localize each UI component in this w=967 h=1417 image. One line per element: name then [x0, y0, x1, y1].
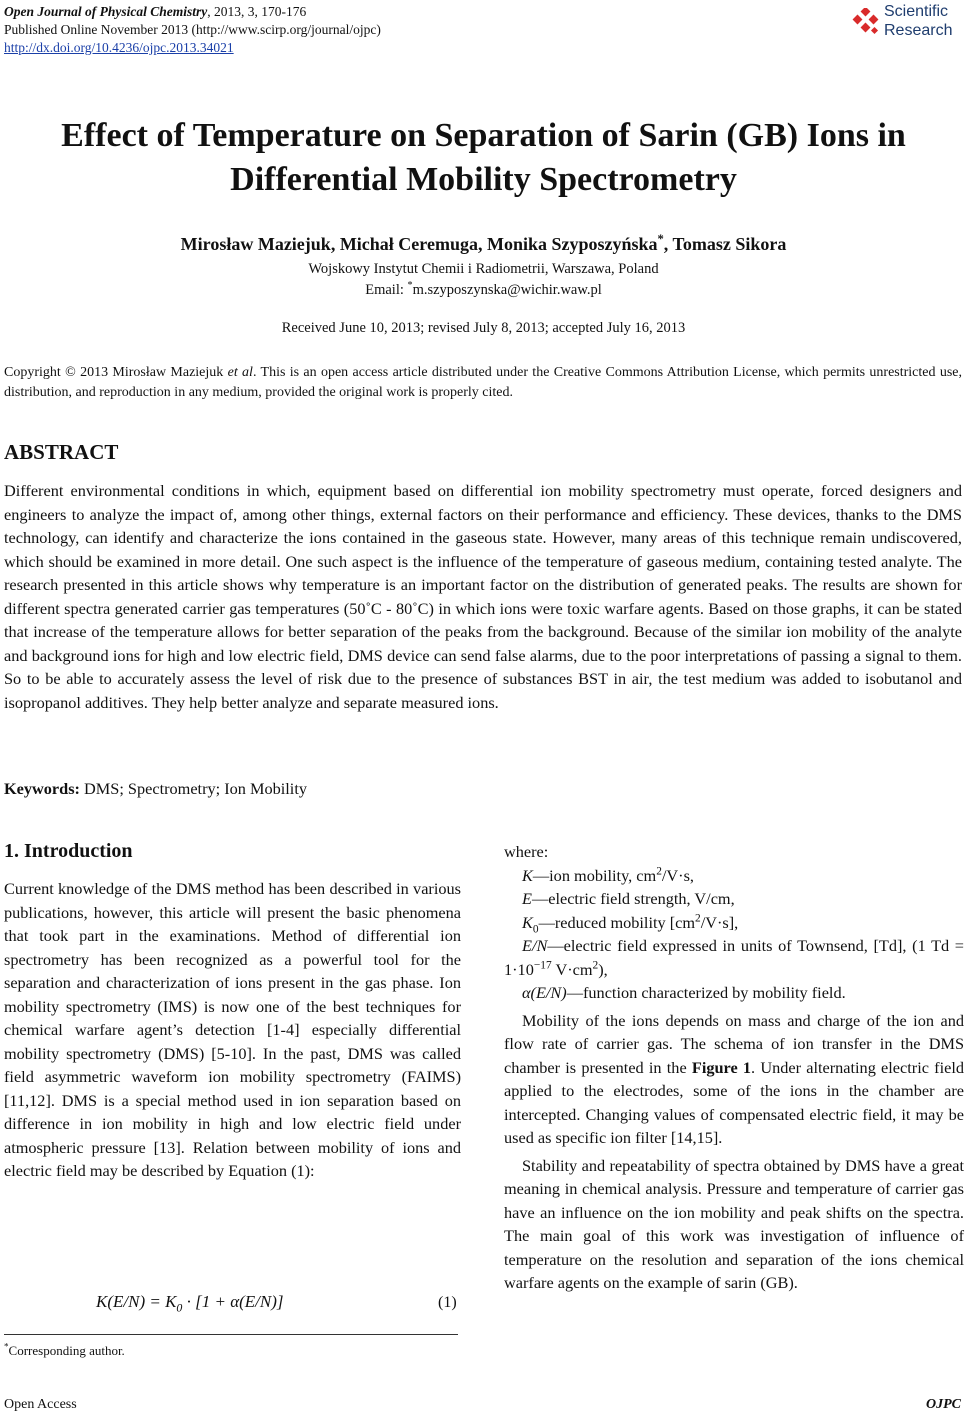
email-address[interactable]: m.szyposzynska@wichir.waw.pl	[412, 282, 602, 298]
keywords: Keywords: DMS; Spectrometry; Ion Mobility	[4, 779, 307, 798]
footer-open-access: Open Access	[4, 1397, 77, 1412]
def-e: E—electric field strength, V/cm,	[522, 889, 735, 908]
paper-title	[0, 114, 967, 202]
footnote: *Corresponding author.	[4, 1341, 125, 1358]
title-line-1: Effect of Temperature on Separation of Sarin (GB) Ions in	[61, 117, 906, 154]
equation-number: (1)	[438, 1294, 457, 1311]
affiliation: Wojskowy Instytut Chemii i Radiometrii, Warszawa, Poland	[308, 261, 659, 277]
authors: Mirosław Maziejuk, Michał Ceremuga, Monika Szyposzyńska*, Tomasz Sikora	[180, 232, 787, 254]
def-en: E/N—electric field expressed in units of Townsend, [Td], (1 $Td = 1\cdot 10^{-17}$ $V\cdot cm^2$),	[504, 936, 964, 979]
def-k0: $K_0—reduced$ mobility $[cm^2/V\cdot s]$,	[522, 912, 739, 935]
logo-line-1: Scientific	[884, 3, 949, 20]
publisher-logo	[846, 2, 964, 42]
scientific-research-logo-icon	[850, 8, 882, 40]
right-column	[504, 840, 964, 1295]
abstract-heading: ABSTRACT	[4, 440, 119, 464]
published-line: Published Online November 2013 (http://www.scirp.org/journal/ojpc)	[4, 22, 381, 37]
footnote-divider	[4, 1334, 458, 1335]
where-label: where:	[504, 842, 549, 861]
intro-paragraph: Current knowledge of the DMS method has been described in various publications, however, this article will present the basic phenomena that took part in the examinations. Method of differential ion spectrometry has been recognized as a powerful tool for the separation and characterization of ions present in the gas phase. Ion mobility spectrometry (IMS) is now one of the best techniques for chemical warfare agent’s detection [1-4] especially differential mobility spectrometry (DMS) [5-10]. In the past, DMS was called field asymmetric waveform ion mobility spectrometry (FAIMS) [11,12]. DMS is a special method used in ion separation based on difference in ion mobility in high and low electric field under atmospheric pressure [13]. Relation between mobility of ions and electric field may be described by Equation (1):	[4, 879, 461, 1180]
stability-paragraph: Stability and repeatability of spectra obtained by DMS have a great meaning in chemical analysis. Pressure and temperature of carrier gas have an influence on the ion mobility and peak shifts on the spectra. The main goal of this work was investigation of influence of temperature on the resolution and separation of the ions chemical warfare agents on the example of sarin (GB).	[504, 1155, 964, 1292]
mobility-paragraph: Mobility of the ions depends on mass and charge of the ion and flow rate of carrier gas. The schema of ion transfer in the DMS chamber is presented in the Figure 1. Under alternating electric field applied to the electrodes, some of the ions in the chamber are intercepted. Changing values of compensated electric field, it may be used as specific ion filter [14,15].	[504, 1010, 964, 1147]
equation-1: $K(E/N) = K_0 \cdot [1 + \alpha(E/N)]$	[96, 1292, 284, 1315]
corresponding-mark: *	[657, 232, 664, 246]
journal-name: Open Journal of Physical Chemistry	[4, 4, 208, 19]
journal-header	[4, 3, 381, 57]
def-k: K—ion mobility, $cm^2/V\cdot s$,	[522, 865, 694, 885]
doi-link[interactable]: http://dx.doi.org/10.4236/ojpc.2013.34021	[4, 40, 234, 55]
journal-volume: , 2013, 3, 170-176	[207, 4, 307, 19]
footer-journal-abbrev: OJPC	[926, 1397, 961, 1412]
figure-1-reference[interactable]: Figure 1	[691, 1057, 752, 1077]
section-heading-introduction: 1. Introduction	[4, 840, 133, 862]
abstract-text: Different environmental conditions in which, equipment based on differential ion mobility spectrometry must operate, forced designers and engineers to analyze the impact of, among other things, external factors on their performance and efficiency. These devices, thanks to the DMS technology, can identify and characterize the ions contained in the gaseous state. However, many areas of this technique remain undiscovered, which should be examined in more detail. One such aspect is the influence of the temperature of gaseous medium, containing tested analyte. The research presented in this article shows why temperature is an important factor on the distribution of generated peaks. The results are shown for different spectra generated carrier gas temperatures (50˚C - 80˚C) in which ions were toxic warfare agents. Based on those graphs, it can be stated that increase of the temperature allows for better separation of the peaks from the background. Because of the similar ion mobility of the analyte and background ions for high and low electric field, DMS device can send false alarms, due to the poor interpretations of passing a signal to them. So to be able to accurately assess the level of risk due to the presence of substances BST in air, the test medium was added to isobutanol and isopropanol additives. They help better analyze and separate measured ions.	[4, 481, 962, 712]
logo-line-2: Research	[884, 22, 953, 39]
def-alpha: α(E/N)—function characterized by mobility field.	[522, 983, 846, 1002]
copyright-notice: Copyright © 2013 Mirosław Maziejuk et al. This is an open access article distributed under the Creative Commons Attribution License, which permits unrestricted use, distribution, and reproduction in any medium, provided the original work is properly cited.	[4, 365, 962, 400]
title-line-2: Differential Mobility Spectrometry	[230, 161, 737, 198]
received-dates: Received June 10, 2013; revised July 8, 2013; accepted July 16, 2013	[281, 320, 686, 336]
email-line: Email: *m.szyposzynska@wichir.waw.pl	[365, 280, 602, 298]
